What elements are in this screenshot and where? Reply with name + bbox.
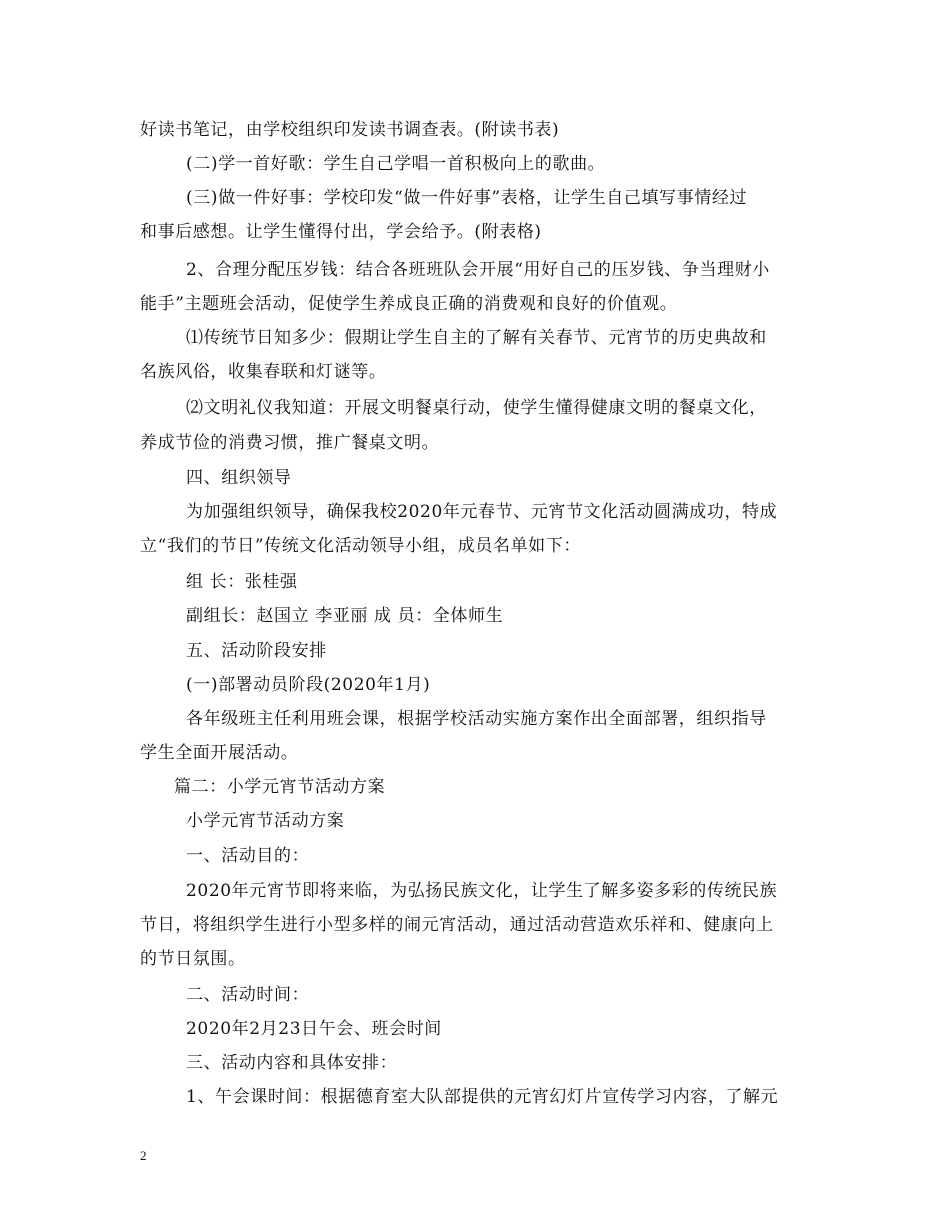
text-line: 的节日氛围。: [140, 949, 246, 969]
text-line: (三)做一件好事：学校印发“做一件好事”表格，让学生自己填写事情经过: [186, 188, 748, 208]
text-line: 2、合理分配压岁钱：结合各班班队会开展“用好自己的压岁钱、争当理财小: [186, 260, 770, 280]
text-line: 好读书笔记，由学校组织印发读书调查表。(附读书表): [140, 120, 560, 140]
text-line: 节日，将组织学生进行小型多样的闹元宵活动，通过活动营造欢乐祥和、健康向上: [140, 915, 774, 935]
text-line: 1、午会课时间：根据德育室大队部提供的元宵幻灯片宣传学习内容，了解元: [186, 1087, 779, 1107]
section-heading: 五、活动阶段安排: [186, 641, 327, 661]
text-line: 学生全面开展活动。: [140, 743, 299, 763]
text-line: 和事后感想。让学生懂得付出，学会给予。(附表格): [140, 222, 542, 242]
section-heading: 四、组织领导: [186, 468, 292, 488]
text-line: 名族风俗，收集春联和灯谜等。: [140, 362, 387, 382]
text-line: (一)部署动员阶段(2020年1月): [186, 675, 431, 695]
text-line: 能手”主题班会活动，促使学生养成良正确的消费观和良好的价值观。: [140, 294, 678, 314]
text-line: 各年级班主任利用班会课，根据学校活动实施方案作出全面部署，组织指导: [186, 709, 767, 729]
text-line: 为加强组织领导，确保我校2020年元春节、元宵节文化活动圆满成功，特成: [186, 502, 778, 522]
text-line: 养成节俭的消费习惯，推广餐桌文明。: [140, 433, 440, 453]
text-line: 2020年2月23日午会、班会时间: [186, 1019, 442, 1039]
text-line: ⑵文明礼仪我知道：开展文明餐桌行动，使学生懂得健康文明的餐桌文化，: [186, 398, 767, 418]
text-line: (二)学一首好歌：学生自己学唱一首积极向上的歌曲。: [186, 154, 606, 174]
section-heading: 二、活动时间：: [186, 985, 310, 1005]
article-heading: 篇二：小学元宵节活动方案: [174, 777, 386, 797]
text-line: ⑴传统节日知多少：假期让学生自主的了解有关春节、元宵节的历史典故和: [186, 328, 767, 348]
page-number: 2: [140, 1148, 147, 1163]
text-line: 2020年元宵节即将来临，为弘扬民族文化，让学生了解多姿多彩的传统民族: [186, 881, 778, 901]
section-heading: 一、活动目的：: [186, 846, 310, 866]
text-line: 组 长：张桂强: [186, 572, 298, 592]
text-line: 立“我们的节日”传统文化活动领导小组，成员名单如下：: [140, 536, 581, 556]
article-title: 小学元宵节活动方案: [186, 811, 345, 831]
section-heading: 三、活动内容和具体安排：: [186, 1053, 398, 1073]
text-line: 副组长：赵国立 李亚丽 成 员：全体师生: [186, 606, 504, 626]
